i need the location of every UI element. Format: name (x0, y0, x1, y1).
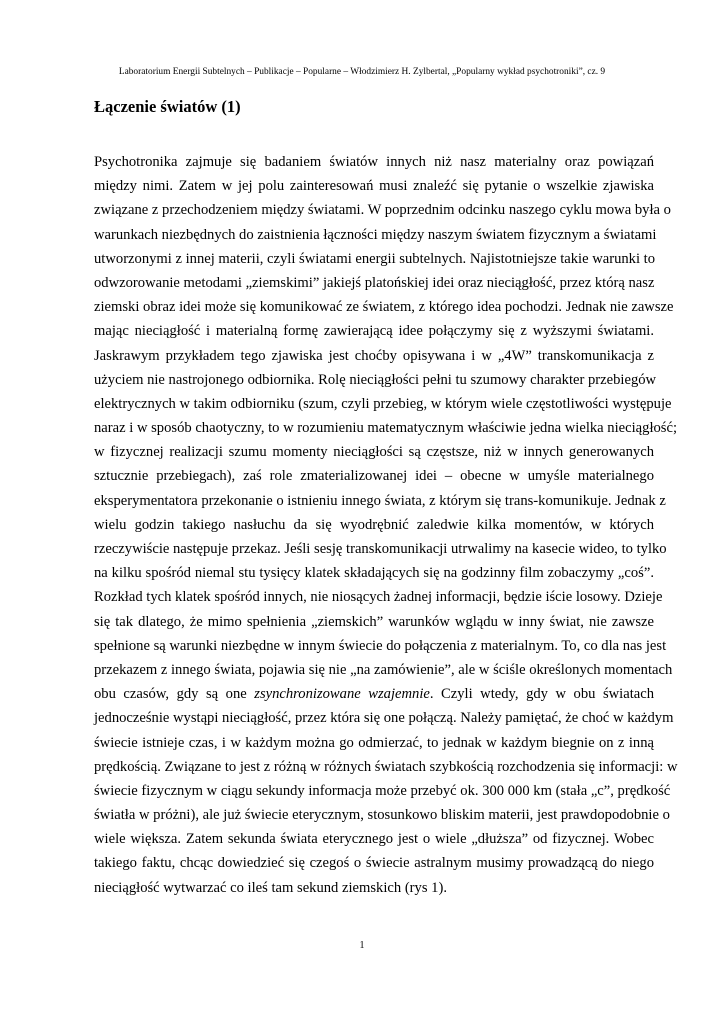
body-line: utworzonymi z innej materii, czyli światami energii subtelnych. Najistotniejsze takie warunki to (94, 250, 656, 267)
body-line: ziemski obraz idei może się komunikować ze światem, z którego idea pochodzi. Jednak nie zawsze (94, 299, 674, 316)
body-line: wielu godzin takiego nasłuchu da się wyodrębnić zaledwie kilka momentów, w których (94, 516, 654, 533)
body-line: między nimi. Zatem w jej polu zainteresowań musi znaleźć się pytanie o wszelkie zjawiska (94, 178, 654, 195)
body-line: na kilku spośród niemal stu tysięcy klatek składających się na godzinny film zobaczymy „coś”. (94, 565, 654, 582)
article-title: Łączenie światów (1) (94, 97, 241, 116)
body-line: się tak dlatego, że mimo spełnienia „ziemskich” warunków wglądu w inny świat, nie zawsze (94, 613, 654, 630)
body-line-text: Psychotronika zajmuje się badaniem światów innych niż nasz materialny oraz powiązań (94, 154, 654, 170)
body-line-end: . Czyli wtedy, gdy w obu światach (429, 686, 655, 703)
body-line: przekazem z innego świata, pojawia się nie „na zamówienie”, ale w ściśle określonych momentach (94, 661, 673, 678)
body-line: związane z przechodzeniem między światami. W poprzednim odcinku naszego cyklu mowa była o (94, 202, 671, 219)
body-line: Rozkład tych klatek spośród innych, nie niosących żadnej informacji, będzie iście losowy. Dzieje (94, 589, 663, 606)
body-line: mając nieciągłość i materialną formę zawierającą idee połączymy się z wyższymi światami. (94, 323, 654, 340)
body-line: wiele większa. Zatem sekunda świata eterycznego jest o wiele „dłuższa” od fizycznej. Wobec (94, 831, 654, 848)
body-line: Jaskrawym przykładem tego zjawiska jest choćby opisywana i w „4W” transkomunikacja z (94, 347, 654, 364)
running-header: Laboratorium Energii Subtelnych – Publikacje – Popularne – Włodzimierz H. Zylbertal, „Popularny wykład psychotroniki”, cz. 9 (118, 67, 606, 77)
body-line: świecie fizycznym w ciągu sekundy informacja może przebyć ok. 300 000 km (stała „c”, prędkość (94, 782, 671, 799)
body-line: prędkością. Związane to jest z różną w różnych światach szybkością rozchodzenia się informacji: w (94, 758, 678, 775)
body-line: spełnione są warunki niezbędne w innym świecie do połączenia z materialnym. To, co dla nas jest (94, 637, 667, 654)
body-line-start: obu czasów, gdy są one (94, 686, 255, 703)
body-line: w fizycznej realizacji szumu momenty nieciągłości są częstsze, niż w innych generowanych (94, 444, 654, 461)
page-number: 1 (359, 940, 365, 951)
body-line: warunkach niezbędnych do zaistnienia łączności między naszym światem fizycznym a światami (94, 226, 657, 243)
body-line: odwzorowanie metodami „ziemskimi” jakiejś platońskiej idei oraz nieciągłość, przez którą nasz (94, 274, 655, 291)
body-line: rzeczywiście następuje przekaz. Jeśli sesję transkomunikacji utrwalimy na kasecie wideo, to tylko (94, 541, 667, 557)
body-line: takiego faktu, chcąc dowiedzieć się czegoś o świecie astralnym musimy prowadzącą do niego (94, 855, 654, 872)
body-line: świecie istnieje czas, i w każdym można go odmierzać, to jednak w każdym biegnie on z inną (94, 734, 654, 751)
body-line: naraz i w sposób chaotyczny, to w rozumieniu matematycznym właściwie jedna wielka nieciągłość; (94, 420, 678, 437)
body-line (94, 150, 654, 174)
body-line: światła w próżni), ale już świecie eterycznym, stosunkowo bliskim materii, jest prawdopodobnie o (94, 807, 670, 824)
body-line: eksperymentatora przekonanie o istnieniu innego świata, z którym się trans-komunikuje. Jednak z (94, 492, 666, 509)
body-line: elektrycznych w takim odbiorniku (szum, czyli przebieg, w którym wiele częstotliwości występuje (94, 395, 672, 412)
body-line: sztucznie przebiegach), zaś role zmaterializowanej idei – obecne w umyśle materialnego (94, 468, 654, 485)
body-line-italic: zsynchronizowane wzajemnie (254, 686, 430, 703)
body-line: użyciem nie nastrojonego odbiornika. Rolę nieciągłości pełni tu szumowy charakter przebiegów (94, 371, 657, 388)
body-line: jednocześnie wystąpi nieciągłość, przez która się one połączą. Należy pamiętać, że choć w każdym (94, 710, 674, 727)
article-body (94, 150, 678, 900)
body-line-mixed (94, 682, 654, 706)
body-line: nieciągłość wytwarzać co ileś tam sekund ziemskich (rys 1). (94, 879, 447, 896)
